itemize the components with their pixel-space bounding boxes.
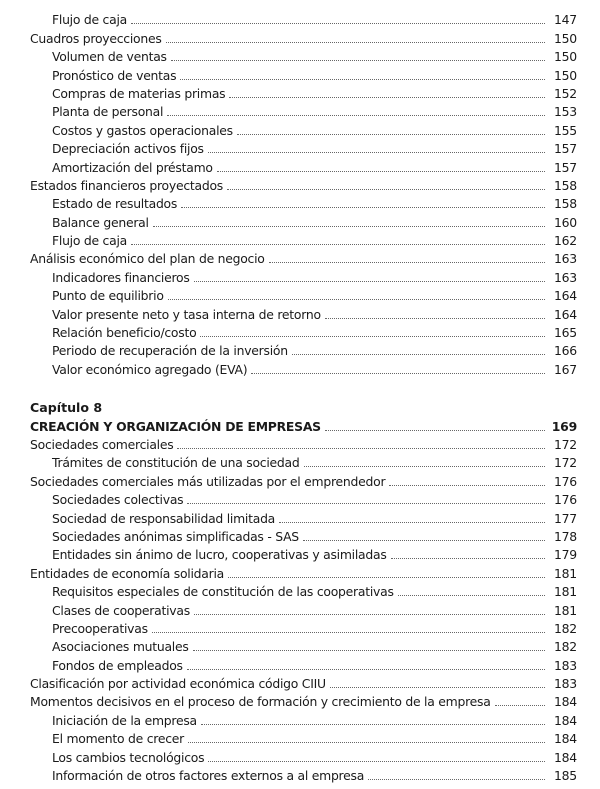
toc-subsection-entry[interactable] [0, 746, 600, 764]
toc-section-entry[interactable] [0, 470, 600, 488]
chapter-title-entry[interactable] [0, 415, 600, 433]
dot-leader [152, 632, 545, 633]
chapter-label: Capítulo 8 [30, 400, 103, 416]
dot-leader [304, 466, 546, 467]
dot-leader [193, 650, 545, 651]
toc-entry-title: Clases de cooperativas [52, 602, 190, 618]
toc-subsection-entry[interactable] [0, 64, 600, 82]
dot-leader [180, 79, 545, 80]
toc-entry-title: Análisis económico del plan de negocio [30, 251, 265, 267]
toc-subsection-entry[interactable] [0, 322, 600, 340]
dot-leader [389, 485, 545, 486]
toc-subsection-entry[interactable] [0, 138, 600, 156]
dot-leader [237, 134, 545, 135]
toc-subsection-entry[interactable] [0, 581, 600, 599]
toc-entry-title: El momento de crecer [52, 731, 184, 747]
dot-leader [330, 687, 545, 688]
dot-leader [269, 262, 545, 263]
dot-leader [398, 595, 545, 596]
dot-leader [208, 761, 545, 762]
toc-subsection-entry[interactable] [0, 636, 600, 654]
toc-entry-title: Los cambios tecnológicos [52, 749, 205, 765]
dot-leader [167, 115, 545, 116]
toc-subsection-entry[interactable] [0, 101, 600, 119]
dot-leader [194, 614, 545, 615]
toc-subsection-entry[interactable] [0, 709, 600, 727]
toc-entry-page: 152 [553, 85, 577, 101]
toc-section-entry[interactable] [0, 27, 600, 45]
toc-entry-title: Sociedad de responsabilidad limitada [52, 510, 276, 526]
toc-entry-title: Costos y gastos operacionales [52, 122, 233, 138]
toc-section-entry[interactable] [0, 562, 600, 580]
toc-entry-page: 167 [553, 361, 577, 377]
toc-entry-page: 169 [551, 418, 577, 434]
toc-entry-title: Volumen de ventas [52, 49, 167, 65]
toc-entry-title: Información de otros factores externos a al empresa [52, 768, 365, 784]
toc-entry-title: Iniciación de la empresa [52, 712, 197, 728]
toc-entry-page: 164 [553, 288, 577, 304]
toc-entry-page: 184 [553, 749, 577, 765]
toc-subsection-entry[interactable] [0, 156, 600, 174]
table-of-contents [0, 9, 600, 783]
toc-entry-page: 155 [553, 122, 577, 138]
toc-subsection-entry[interactable] [0, 618, 600, 636]
toc-entry-title: Estado de resultados [52, 196, 178, 212]
toc-subsection-entry[interactable] [0, 526, 600, 544]
toc-subsection-entry[interactable] [0, 765, 600, 783]
toc-entry-page: 176 [553, 473, 577, 489]
toc-entry-title: Flujo de caja [52, 12, 128, 28]
toc-subsection-entry[interactable] [0, 266, 600, 284]
toc-entry-title: Momentos decisivos en el proceso de formación y crecimiento de la empresa [30, 694, 491, 710]
toc-subsection-entry[interactable] [0, 83, 600, 101]
toc-subsection-entry[interactable] [0, 452, 600, 470]
dot-leader [228, 577, 545, 578]
toc-entry-page: 165 [553, 325, 577, 341]
toc-section-chapter-7 [0, 9, 600, 377]
toc-subsection-entry[interactable] [0, 358, 600, 376]
dot-leader [171, 60, 545, 61]
toc-entry-title: Entidades de economía solidaria [30, 565, 225, 581]
dot-leader [187, 503, 545, 504]
dot-leader [200, 336, 545, 337]
dot-leader [303, 540, 545, 541]
dot-leader [181, 207, 545, 208]
toc-entry-page: 181 [553, 584, 577, 600]
toc-entry-page: 176 [553, 492, 577, 508]
dot-leader [229, 97, 545, 98]
toc-entry-page: 147 [553, 12, 577, 28]
toc-entry-title: Clasificación por actividad económica código CIIU [30, 676, 326, 692]
toc-entry-page: 162 [553, 233, 577, 249]
dot-leader [279, 522, 545, 523]
dot-leader [153, 226, 545, 227]
toc-subsection-entry[interactable] [0, 507, 600, 525]
toc-entry-page: 178 [553, 528, 577, 544]
toc-subsection-entry[interactable] [0, 193, 600, 211]
dot-leader [188, 742, 545, 743]
toc-entry-title: Amortización del préstamo [52, 159, 213, 175]
toc-subsection-entry[interactable] [0, 340, 600, 358]
toc-section-entry[interactable] [0, 691, 600, 709]
toc-entry-title: Compras de materias primas [52, 85, 226, 101]
toc-section-entry[interactable] [0, 434, 600, 452]
toc-entry-page: 181 [553, 602, 577, 618]
toc-entry-page: 157 [553, 141, 577, 157]
dot-leader [251, 373, 545, 374]
toc-entry-title: Indicadores financieros [52, 269, 190, 285]
toc-entry-page: 177 [553, 510, 577, 526]
toc-entry-page: 183 [553, 657, 577, 673]
dot-leader [168, 299, 545, 300]
toc-entry-title: Sociedades colectivas [52, 492, 184, 508]
dot-leader [131, 244, 545, 245]
toc-subsection-entry[interactable] [0, 211, 600, 229]
toc-subsection-entry[interactable] [0, 119, 600, 137]
toc-section-entry[interactable] [0, 673, 600, 691]
dot-leader [325, 430, 545, 431]
dot-leader [201, 724, 545, 725]
toc-entry-page: 160 [553, 214, 577, 230]
toc-subsection-entry[interactable] [0, 489, 600, 507]
dot-leader [325, 318, 545, 319]
toc-entry-page: 185 [553, 768, 577, 784]
toc-entry-title: Valor económico agregado (EVA) [52, 361, 248, 377]
toc-entry-title: Relación beneficio/costo [52, 325, 197, 341]
dot-leader [368, 779, 545, 780]
toc-entry-page: 153 [553, 104, 577, 120]
toc-entry-page: 150 [553, 30, 577, 46]
toc-entry-title: Sociedades anónimas simplificadas - SAS [52, 528, 299, 544]
toc-entry-page: 163 [553, 269, 577, 285]
dot-leader [166, 42, 545, 43]
dot-leader [208, 152, 545, 153]
toc-entry-page: 158 [553, 177, 577, 193]
dot-leader [495, 705, 545, 706]
toc-entry-title: Precooperativas [52, 620, 148, 636]
toc-entry-page: 150 [553, 49, 577, 65]
toc-entry-page: 150 [553, 67, 577, 83]
toc-entry-title: Punto de equilibrio [52, 288, 164, 304]
toc-entry-page: 182 [553, 620, 577, 636]
toc-entry-title: Trámites de constitución de una sociedad [52, 455, 300, 471]
toc-entry-page: 158 [553, 196, 577, 212]
dot-leader [177, 448, 545, 449]
toc-entry-page: 157 [553, 159, 577, 175]
toc-entry-title: Pronóstico de ventas [52, 67, 177, 83]
toc-entry-title: Cuadros proyecciones [30, 30, 162, 46]
toc-subsection-entry[interactable] [0, 599, 600, 617]
toc-subsection-entry[interactable] [0, 544, 600, 562]
toc-entry-page: 179 [553, 547, 577, 563]
toc-entry-title: Depreciación activos fijos [52, 141, 204, 157]
toc-entry-title: Flujo de caja [52, 233, 128, 249]
toc-entry-page: 184 [553, 712, 577, 728]
dot-leader [292, 354, 545, 355]
dot-leader [131, 23, 545, 24]
toc-entry-title: Entidades sin ánimo de lucro, cooperativas y asimiladas [52, 547, 387, 563]
toc-entry-page: 163 [553, 251, 577, 267]
toc-subsection-entry[interactable] [0, 46, 600, 64]
toc-entry-title: Planta de personal [52, 104, 164, 120]
dot-leader [227, 189, 545, 190]
dot-leader [217, 171, 545, 172]
toc-entry-page: 184 [553, 731, 577, 747]
toc-section-entry[interactable] [0, 175, 600, 193]
toc-entry-title: Sociedades comerciales [30, 436, 174, 452]
toc-entry-page: 164 [553, 306, 577, 322]
toc-subsection-entry[interactable] [0, 654, 600, 672]
dot-leader [391, 558, 545, 559]
toc-entry-title: Fondos de empleados [52, 657, 183, 673]
toc-subsection-entry[interactable] [0, 728, 600, 746]
toc-entry-title: Periodo de recuperación de la inversión [52, 343, 288, 359]
toc-entry-page: 184 [553, 694, 577, 710]
toc-entry-title: Asociaciones mutuales [52, 639, 189, 655]
toc-entry-title: Sociedades comerciales más utilizadas por el emprendedor [30, 473, 386, 489]
dot-leader [194, 281, 545, 282]
toc-entry-title: Requisitos especiales de constitución de las cooperativas [52, 584, 394, 600]
toc-entry-page: 166 [553, 343, 577, 359]
toc-subsection-entry[interactable] [0, 303, 600, 321]
dot-leader [187, 669, 545, 670]
toc-subsection-entry[interactable] [0, 230, 600, 248]
toc-subsection-entry[interactable] [0, 285, 600, 303]
toc-section-chapter-8 [0, 434, 600, 783]
toc-entry-page: 172 [553, 436, 577, 452]
toc-entry-title: CREACIÓN Y ORGANIZACIÓN DE EMPRESAS [30, 418, 321, 434]
toc-entry-page: 181 [553, 565, 577, 581]
toc-entry-page: 172 [553, 455, 577, 471]
toc-section-entry[interactable] [0, 248, 600, 266]
toc-entry-title: Balance general [52, 214, 149, 230]
toc-entry-title: Valor presente neto y tasa interna de retorno [52, 306, 321, 322]
toc-entry-page: 182 [553, 639, 577, 655]
toc-entry-title: Estados financieros proyectados [30, 177, 223, 193]
toc-entry-page: 183 [553, 676, 577, 692]
toc-subsection-entry[interactable] [0, 9, 600, 27]
